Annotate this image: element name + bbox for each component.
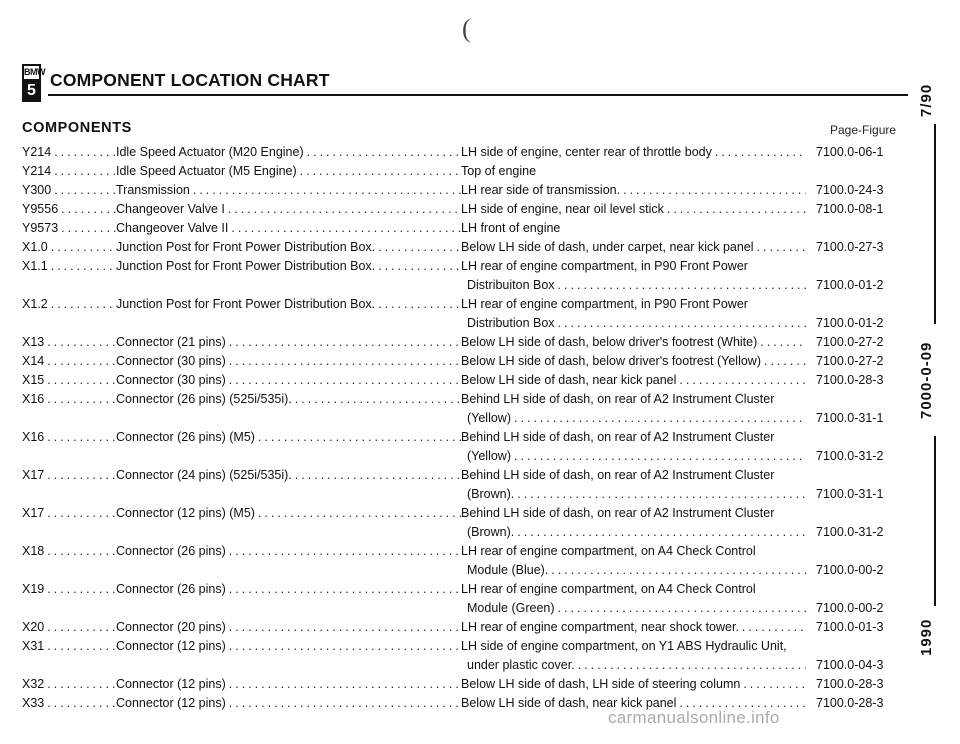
location-cell xyxy=(461,542,806,561)
page-figure-ref: 7100.0-31-2 xyxy=(816,449,884,463)
component-location: Module (Green) xyxy=(467,601,555,615)
component-code: X17 xyxy=(22,506,45,520)
location-cell xyxy=(461,561,806,580)
page-figure-ref: 7100.0-24-3 xyxy=(816,183,884,197)
component-location: Behind LH side of dash, on rear of A2 Instrument Cluster xyxy=(461,430,775,444)
dot-leader xyxy=(48,238,116,257)
dot-leader xyxy=(44,390,116,409)
table-row-continuation xyxy=(22,485,902,504)
component-code: Y9573 xyxy=(22,221,59,235)
name-cell xyxy=(116,561,461,580)
component-location: LH side of engine compartment, on Y1 ABS Hydraulic Unit, xyxy=(461,639,787,653)
component-location: LH front of engine xyxy=(461,221,561,235)
component-location: (Brown). xyxy=(467,525,515,539)
name-cell xyxy=(116,580,461,599)
logo-brand-text: BMW xyxy=(24,66,39,81)
page-figure-ref xyxy=(806,257,906,276)
dot-leader xyxy=(226,637,461,656)
location-cell xyxy=(461,257,806,276)
page-figure-ref xyxy=(806,219,906,238)
code-cell xyxy=(22,352,116,371)
logo-series-number: 5 xyxy=(24,81,39,101)
dot-leader xyxy=(48,257,116,276)
name-cell xyxy=(116,656,461,675)
dot-leader xyxy=(304,143,461,162)
side-year: 1990 xyxy=(918,618,935,656)
name-cell xyxy=(116,371,461,390)
component-location: Below LH side of dash, LH side of steering column xyxy=(461,677,741,691)
dot-leader xyxy=(51,162,116,181)
page-figure-ref: 7100.0-28-3 xyxy=(816,677,884,691)
dot-leader xyxy=(761,352,806,371)
page-figure-ref xyxy=(806,162,906,181)
side-rule-2 xyxy=(934,436,936,606)
name-cell xyxy=(116,333,461,352)
name-cell xyxy=(116,618,461,637)
component-name: Transmission xyxy=(116,183,190,197)
page-figure-ref: 7100.0-27-2 xyxy=(816,354,884,368)
location-cell xyxy=(461,447,806,466)
component-location: Module (Blue). xyxy=(467,563,549,577)
page-figure-ref: 7100.0-08-1 xyxy=(816,202,884,216)
name-cell xyxy=(116,219,461,238)
dot-leader xyxy=(740,675,806,694)
dot-leader xyxy=(754,238,806,257)
dot-leader xyxy=(48,295,116,314)
name-cell xyxy=(116,675,461,694)
location-cell xyxy=(461,580,806,599)
dot-leader xyxy=(555,276,806,295)
component-code: X1.0 xyxy=(22,240,48,254)
table-row xyxy=(22,637,902,656)
table-row xyxy=(22,390,902,409)
component-name: Idle Speed Actuator (M20 Engine) xyxy=(116,145,304,159)
component-location: LH rear of engine compartment, in P90 Front Power xyxy=(461,297,748,311)
location-cell xyxy=(461,181,806,200)
table-row xyxy=(22,162,902,181)
name-cell xyxy=(116,143,461,162)
dot-leader xyxy=(226,542,461,561)
dot-leader xyxy=(375,257,461,276)
component-name: Changeover Valve I xyxy=(116,202,225,216)
page-figure-ref xyxy=(806,428,906,447)
location-cell xyxy=(461,333,806,352)
page-figure-ref: 7100.0-06-1 xyxy=(816,145,884,159)
page-figure-ref: 7100.0-28-3 xyxy=(816,696,884,710)
dot-leader xyxy=(190,181,461,200)
table-row xyxy=(22,200,902,219)
component-code: X32 xyxy=(22,677,45,691)
name-cell xyxy=(116,485,461,504)
page-figure-ref: 7100.0-00-2 xyxy=(816,563,884,577)
side-margin xyxy=(918,80,948,690)
dot-leader xyxy=(226,333,461,352)
page-figure-ref: 7100.0-28-3 xyxy=(816,373,884,387)
dot-leader xyxy=(44,428,116,447)
component-name: Connector (30 pins) xyxy=(116,354,226,368)
table-row xyxy=(22,238,902,257)
table-row xyxy=(22,504,902,523)
title-rule xyxy=(48,94,908,96)
code-cell xyxy=(22,162,116,181)
component-name: Connector (30 pins) xyxy=(116,373,226,387)
table-row xyxy=(22,675,902,694)
dot-leader xyxy=(292,390,461,409)
dot-leader xyxy=(44,694,116,713)
component-code: X33 xyxy=(22,696,45,710)
component-name: Connector (26 pins) xyxy=(116,544,226,558)
code-cell xyxy=(22,485,116,504)
code-cell xyxy=(22,542,116,561)
component-code: Y214 xyxy=(22,164,52,178)
location-cell xyxy=(461,618,806,637)
code-cell xyxy=(22,200,116,219)
dot-leader xyxy=(228,219,461,238)
component-code: Y300 xyxy=(22,183,52,197)
page-figure-ref xyxy=(806,466,906,485)
dot-leader xyxy=(44,637,116,656)
location-cell xyxy=(461,371,806,390)
location-cell xyxy=(461,238,806,257)
components-heading: COMPONENTS xyxy=(22,120,132,136)
location-cell xyxy=(461,295,806,314)
dot-leader xyxy=(44,618,116,637)
dot-leader xyxy=(297,162,461,181)
page-figure-ref: 7100.0-01-2 xyxy=(816,278,884,292)
table-row xyxy=(22,295,902,314)
stray-paren-mark: ( xyxy=(462,14,471,43)
code-cell xyxy=(22,561,116,580)
code-cell xyxy=(22,219,116,238)
component-location: Distribution Box xyxy=(467,316,555,330)
name-cell xyxy=(116,162,461,181)
watermark: carmanualsonline.info xyxy=(608,708,780,727)
dot-leader xyxy=(51,143,116,162)
component-location: under plastic cover. xyxy=(467,658,575,672)
dot-leader xyxy=(548,561,806,580)
table-row xyxy=(22,428,902,447)
code-cell xyxy=(22,390,116,409)
table-row-continuation xyxy=(22,561,902,580)
component-location: LH side of engine, near oil level stick xyxy=(461,202,664,216)
code-cell xyxy=(22,257,116,276)
dot-leader xyxy=(51,181,116,200)
page-figure-ref: 7100.0-27-3 xyxy=(816,240,884,254)
location-cell xyxy=(461,504,806,523)
name-cell xyxy=(116,409,461,428)
table-row xyxy=(22,580,902,599)
table-row-continuation xyxy=(22,314,902,333)
name-cell xyxy=(116,181,461,200)
component-code: X15 xyxy=(22,373,45,387)
location-cell xyxy=(461,314,806,333)
table-row-continuation xyxy=(22,523,902,542)
table-row-continuation xyxy=(22,409,902,428)
dot-leader xyxy=(226,694,461,713)
component-location: Below LH side of dash, below driver's footrest (White) xyxy=(461,335,758,349)
page-title: COMPONENT LOCATION CHART xyxy=(50,70,330,90)
code-cell xyxy=(22,523,116,542)
dot-leader xyxy=(292,466,461,485)
component-code: X1.1 xyxy=(22,259,48,273)
location-cell xyxy=(461,675,806,694)
dot-leader xyxy=(375,238,461,257)
table-row xyxy=(22,466,902,485)
dot-leader xyxy=(58,200,116,219)
page-figure-ref: 7100.0-04-3 xyxy=(816,658,884,672)
component-code: X19 xyxy=(22,582,45,596)
location-cell xyxy=(461,466,806,485)
component-code: X20 xyxy=(22,620,45,634)
name-cell xyxy=(116,447,461,466)
location-cell xyxy=(461,523,806,542)
component-code: X13 xyxy=(22,335,45,349)
dot-leader xyxy=(44,333,116,352)
component-code: X17 xyxy=(22,468,45,482)
component-location: Distribuiton Box xyxy=(467,278,555,292)
table-row xyxy=(22,143,902,162)
name-cell xyxy=(116,637,461,656)
dot-leader xyxy=(226,352,461,371)
code-cell xyxy=(22,618,116,637)
component-table xyxy=(22,143,902,713)
name-cell xyxy=(116,523,461,542)
page-figure-ref: 7100.0-31-2 xyxy=(816,525,884,539)
table-row xyxy=(22,352,902,371)
code-cell xyxy=(22,276,116,295)
location-cell xyxy=(461,276,806,295)
location-cell xyxy=(461,599,806,618)
component-name: Junction Post for Front Power Distribution Box. xyxy=(116,240,376,254)
code-cell xyxy=(22,314,116,333)
dot-leader xyxy=(664,200,806,219)
table-row xyxy=(22,257,902,276)
location-cell xyxy=(461,162,806,181)
component-location: Top of engine xyxy=(461,164,537,178)
code-cell xyxy=(22,580,116,599)
name-cell xyxy=(116,295,461,314)
dot-leader xyxy=(255,428,461,447)
location-cell xyxy=(461,390,806,409)
code-cell xyxy=(22,466,116,485)
page-figure-ref: 7100.0-31-1 xyxy=(816,487,884,501)
table-row-continuation xyxy=(22,656,902,675)
dot-leader xyxy=(511,447,806,466)
dot-leader xyxy=(555,314,806,333)
code-cell xyxy=(22,675,116,694)
page-figure-ref: 7100.0-00-2 xyxy=(816,601,884,615)
page-figure-ref xyxy=(806,295,906,314)
page-figure-ref: 7100.0-01-2 xyxy=(816,316,884,330)
component-location: Below LH side of dash, below driver's footrest (Yellow) xyxy=(461,354,761,368)
code-cell xyxy=(22,143,116,162)
dot-leader xyxy=(555,599,806,618)
code-cell xyxy=(22,295,116,314)
location-cell xyxy=(461,352,806,371)
code-cell xyxy=(22,447,116,466)
table-row xyxy=(22,371,902,390)
code-cell xyxy=(22,694,116,713)
page-figure-ref: 7100.0-01-3 xyxy=(816,620,884,634)
dot-leader xyxy=(511,409,806,428)
side-section-number: 7000-0-09 xyxy=(918,341,935,419)
page-figure-heading: Page-Figure xyxy=(830,123,897,137)
component-name: Connector (21 pins) xyxy=(116,335,226,349)
page-figure-ref xyxy=(806,542,906,561)
table-row-continuation xyxy=(22,447,902,466)
location-cell xyxy=(461,656,806,675)
component-name: Connector (26 pins) (M5) xyxy=(116,430,255,444)
dot-leader xyxy=(739,618,806,637)
dot-leader xyxy=(44,675,116,694)
component-code: X1.2 xyxy=(22,297,48,311)
name-cell xyxy=(116,276,461,295)
component-location: (Yellow) xyxy=(467,411,512,425)
component-code: X14 xyxy=(22,354,45,368)
component-name: Connector (12 pins) xyxy=(116,677,226,691)
table-row xyxy=(22,618,902,637)
code-cell xyxy=(22,238,116,257)
component-code: Y214 xyxy=(22,145,52,159)
component-name: Idle Speed Actuator (M5 Engine) xyxy=(116,164,297,178)
code-cell xyxy=(22,181,116,200)
location-cell xyxy=(461,428,806,447)
component-location: LH rear of engine compartment, on A4 Check Control xyxy=(461,582,756,596)
location-cell xyxy=(461,409,806,428)
name-cell xyxy=(116,542,461,561)
dot-leader xyxy=(226,618,461,637)
dot-leader xyxy=(255,504,461,523)
dot-leader xyxy=(226,580,461,599)
dot-leader xyxy=(620,181,806,200)
component-name: Changeover Valve II xyxy=(116,221,229,235)
side-date: 7/90 xyxy=(918,83,935,117)
location-cell xyxy=(461,637,806,656)
code-cell xyxy=(22,409,116,428)
dot-leader xyxy=(44,371,116,390)
component-name: Connector (26 pins) (525i/535i). xyxy=(116,392,292,406)
name-cell xyxy=(116,200,461,219)
component-name: Connector (24 pins) (525i/535i). xyxy=(116,468,292,482)
name-cell xyxy=(116,466,461,485)
table-row-continuation xyxy=(22,599,902,618)
table-row xyxy=(22,333,902,352)
component-code: Y9556 xyxy=(22,202,59,216)
location-cell xyxy=(461,485,806,504)
component-name: Connector (12 pins) xyxy=(116,639,226,653)
code-cell xyxy=(22,333,116,352)
dot-leader xyxy=(44,542,116,561)
component-code: X18 xyxy=(22,544,45,558)
dot-leader xyxy=(44,504,116,523)
dot-leader xyxy=(44,580,116,599)
component-location: Below LH side of dash, near kick panel xyxy=(461,696,677,710)
dot-leader xyxy=(514,523,806,542)
dot-leader xyxy=(757,333,806,352)
code-cell xyxy=(22,656,116,675)
name-cell xyxy=(116,314,461,333)
name-cell xyxy=(116,257,461,276)
dot-leader xyxy=(44,466,116,485)
component-code: X31 xyxy=(22,639,45,653)
component-location: (Yellow) xyxy=(467,449,512,463)
dot-leader xyxy=(676,371,806,390)
name-cell xyxy=(116,390,461,409)
location-cell xyxy=(461,200,806,219)
dot-leader xyxy=(226,675,461,694)
page-figure-ref xyxy=(806,580,906,599)
component-name: Connector (12 pins) (M5) xyxy=(116,506,255,520)
code-cell xyxy=(22,428,116,447)
code-cell xyxy=(22,371,116,390)
name-cell xyxy=(116,504,461,523)
table-row-continuation xyxy=(22,276,902,295)
table-row xyxy=(22,542,902,561)
location-cell xyxy=(461,143,806,162)
code-cell xyxy=(22,599,116,618)
component-code: X16 xyxy=(22,392,45,406)
component-name: Connector (20 pins) xyxy=(116,620,226,634)
component-code: X16 xyxy=(22,430,45,444)
component-location: LH rear of engine compartment, near shock tower. xyxy=(461,620,739,634)
name-cell xyxy=(116,352,461,371)
component-name: Junction Post for Front Power Distribution Box. xyxy=(116,297,376,311)
table-row xyxy=(22,181,902,200)
dot-leader xyxy=(575,656,806,675)
name-cell xyxy=(116,694,461,713)
component-location: LH rear of engine compartment, on A4 Check Control xyxy=(461,544,756,558)
bmw-section-logo xyxy=(22,64,45,102)
side-rule-1 xyxy=(934,124,936,324)
page-figure-ref xyxy=(806,504,906,523)
dot-leader xyxy=(712,143,806,162)
component-name: Junction Post for Front Power Distribution Box. xyxy=(116,259,376,273)
component-location: Behind LH side of dash, on rear of A2 Instrument Cluster xyxy=(461,468,775,482)
name-cell xyxy=(116,428,461,447)
code-cell xyxy=(22,637,116,656)
component-name: Connector (26 pins) xyxy=(116,582,226,596)
component-location: Behind LH side of dash, on rear of A2 Instrument Cluster xyxy=(461,506,775,520)
dot-leader xyxy=(225,200,461,219)
component-location: (Brown). xyxy=(467,487,515,501)
dot-leader xyxy=(514,485,806,504)
location-cell xyxy=(461,219,806,238)
component-name: Connector (12 pins) xyxy=(116,696,226,710)
page-figure-ref xyxy=(806,637,906,656)
dot-leader xyxy=(226,371,461,390)
component-location: Behind LH side of dash, on rear of A2 Instrument Cluster xyxy=(461,392,775,406)
component-location: LH rear of engine compartment, in P90 Front Power xyxy=(461,259,748,273)
component-location: Below LH side of dash, under carpet, near kick panel xyxy=(461,240,754,254)
component-location: LH rear side of transmission. xyxy=(461,183,621,197)
page-figure-ref xyxy=(806,390,906,409)
component-location: LH side of engine, center rear of throttle body xyxy=(461,145,712,159)
code-cell xyxy=(22,504,116,523)
page-figure-ref: 7100.0-27-2 xyxy=(816,335,884,349)
dot-leader xyxy=(375,295,461,314)
page-figure-ref: 7100.0-31-1 xyxy=(816,411,884,425)
dot-leader xyxy=(44,352,116,371)
dot-leader xyxy=(58,219,116,238)
table-row xyxy=(22,219,902,238)
component-location: Below LH side of dash, near kick panel xyxy=(461,373,677,387)
name-cell xyxy=(116,599,461,618)
name-cell xyxy=(116,238,461,257)
